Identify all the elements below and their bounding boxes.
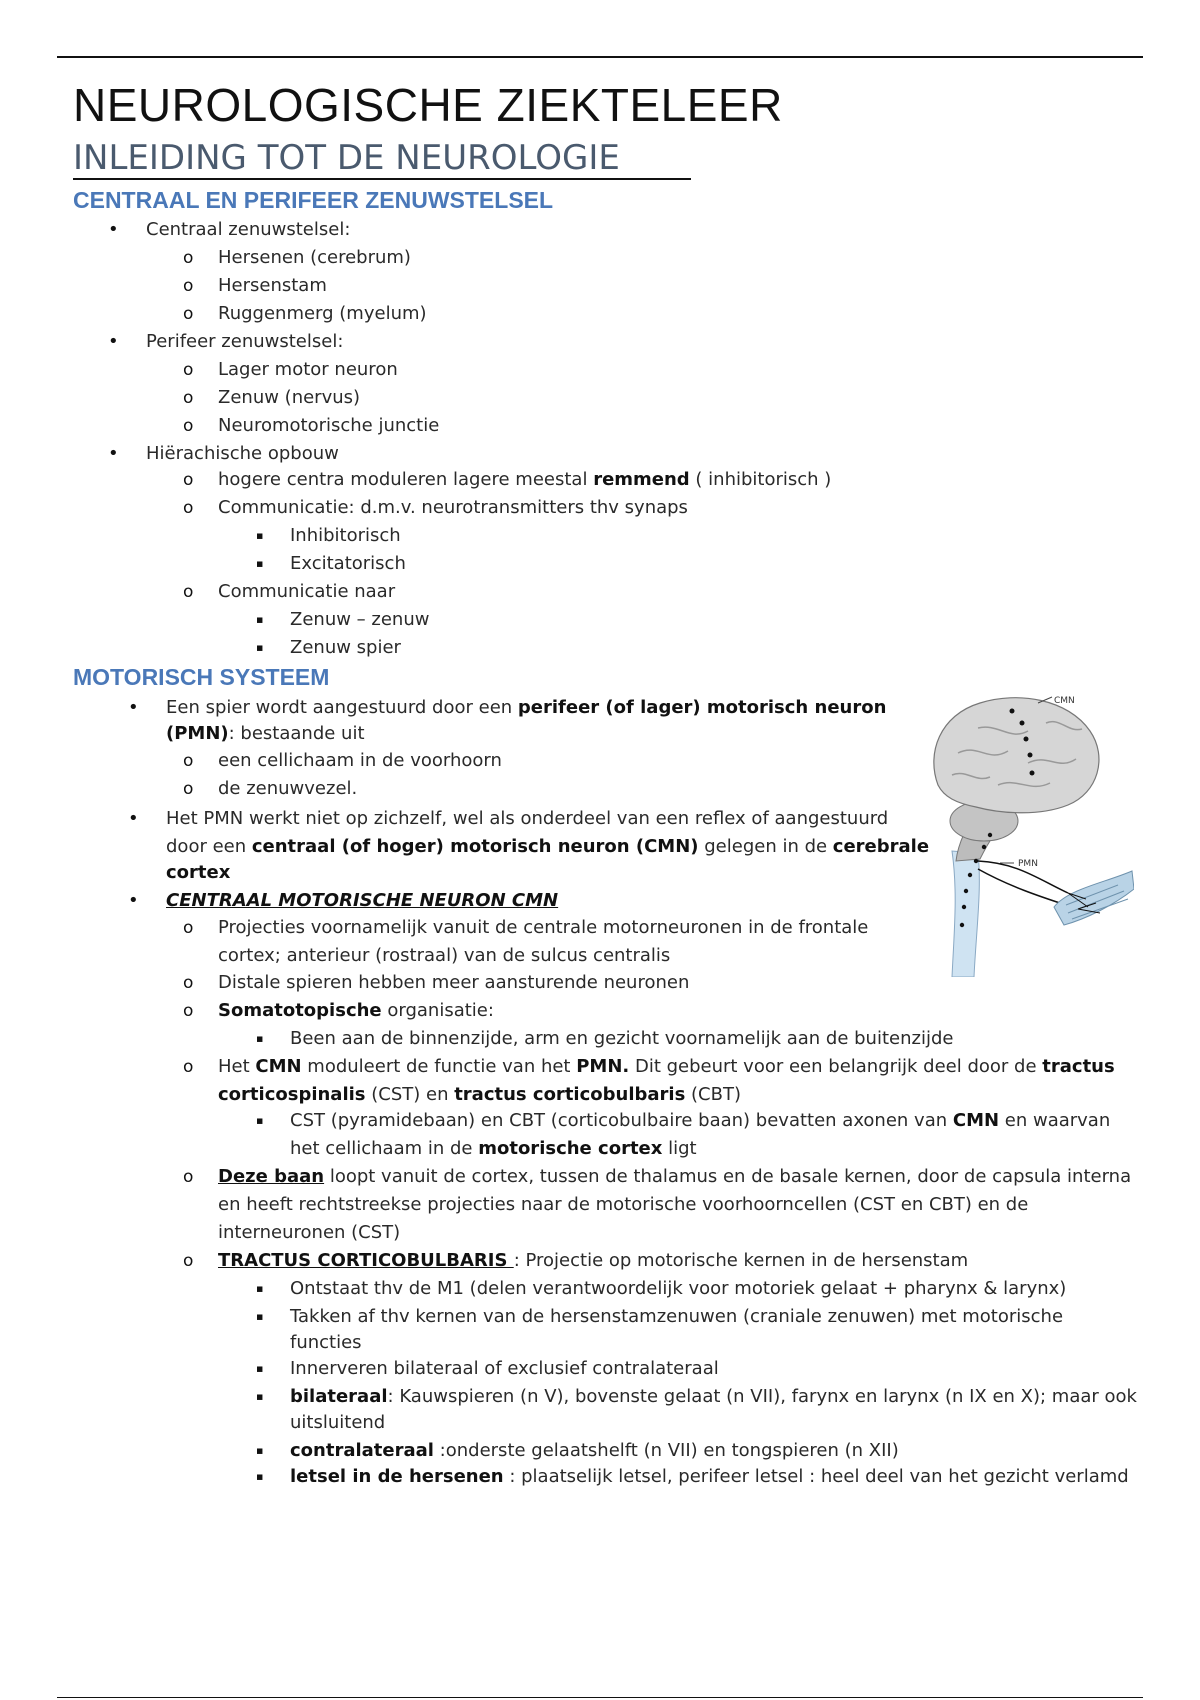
list-item: door een centraal (of hoger) motorisch neuron (CMN) gelegen in de cerebrale — [166, 836, 930, 857]
square-marker: ▪ — [256, 1444, 264, 1457]
document-subtitle: INLEIDING TOT DE NEUROLOGIE — [73, 138, 620, 178]
list-item: Lager motor neuron — [218, 359, 398, 380]
list-item: Neuromotorische junctie — [218, 415, 440, 436]
circle-marker: o — [183, 1001, 194, 1021]
square-marker: ▪ — [256, 1362, 264, 1375]
list-item: Hiërachische opbouw — [146, 443, 339, 464]
figure-label-pmn: PMN — [1018, 859, 1038, 869]
circle-marker: o — [183, 751, 194, 771]
list-item: letsel in de hersenen : plaatselijk letsel, perifeer letsel : heel deel van het gezicht verlamd — [290, 1466, 1129, 1487]
circle-marker: o — [183, 388, 194, 408]
list-item: Been aan de binnenzijde, arm en gezicht voornamelijk aan de buitenzijde — [290, 1028, 954, 1049]
list-item: Zenuw – zenuw — [290, 609, 430, 630]
circle-marker: o — [183, 779, 194, 799]
list-item: corticospinalis (CST) en tractus corticobulbaris (CBT) — [218, 1084, 741, 1105]
list-item: Centraal zenuwstelsel: — [146, 219, 351, 240]
list-item: Hersenstam — [218, 275, 327, 296]
list-item: Somatotopische organisatie: — [218, 1000, 494, 1021]
list-item: hogere centra moduleren lagere meestal remmend ( inhibitorisch ) — [218, 469, 832, 490]
list-item: Ruggenmerg (myelum) — [218, 303, 427, 324]
list-item: Projecties voornamelijk vanuit de centrale motorneuronen in de frontale — [218, 917, 869, 938]
square-marker: ▪ — [256, 1282, 264, 1295]
list-item: cortex — [166, 862, 231, 883]
circle-marker: o — [183, 276, 194, 296]
square-marker: ▪ — [256, 1390, 264, 1403]
section-heading-motorisch: MOTORISCH SYSTEEM — [73, 664, 330, 690]
square-marker: ▪ — [256, 613, 264, 626]
circle-marker: o — [183, 582, 194, 602]
list-item: interneuronen (CST) — [218, 1222, 401, 1243]
list-item: Communicatie naar — [218, 581, 396, 602]
list-item: bilateraal: Kauwspieren (n V), bovenste gelaat (n VII), farynx en larynx (n IX en X); maar ook — [290, 1386, 1137, 1407]
square-marker: ▪ — [256, 1310, 264, 1323]
square-marker: ▪ — [256, 557, 264, 570]
bullet-marker: • — [108, 443, 119, 464]
list-item: Het CMN moduleert de functie van het PMN. Dit gebeurt voor een belangrijk deel door de tractus — [218, 1056, 1115, 1077]
bullet-marker: • — [128, 808, 139, 829]
list-item: Inhibitorisch — [290, 525, 401, 546]
bullet-marker: • — [128, 697, 139, 718]
list-item: het cellichaam in de motorische cortex ligt — [290, 1138, 697, 1159]
document-title: NEUROLOGISCHE ZIEKTELEER — [73, 79, 783, 131]
list-item: cortex; anterieur (rostraal) van de sulcus centralis — [218, 945, 671, 966]
bullet-marker: • — [128, 890, 139, 911]
list-item: Zenuw (nervus) — [218, 387, 361, 408]
circle-marker: o — [183, 360, 194, 380]
circle-marker: o — [183, 470, 194, 490]
square-marker: ▪ — [256, 641, 264, 654]
list-item: Takken af thv kernen van de hersenstamzenuwen (craniale zenuwen) met motorische — [290, 1306, 1064, 1327]
square-marker: ▪ — [256, 1114, 264, 1127]
circle-marker: o — [183, 1167, 194, 1187]
circle-marker: o — [183, 918, 194, 938]
list-item: uitsluitend — [290, 1412, 386, 1433]
list-item: TRACTUS CORTICOBULBARIS : Projectie op motorische kernen in de hersenstam — [218, 1250, 969, 1271]
section-heading-zenuwstelsel: CENTRAAL EN PERIFEER ZENUWSTELSEL — [73, 187, 554, 213]
list-item: CST (pyramidebaan) en CBT (corticobulbaire baan) bevatten axonen van CMN en waarvan — [290, 1110, 1111, 1131]
bullet-marker: • — [108, 219, 119, 240]
circle-marker: o — [183, 1057, 194, 1077]
list-item: en heeft rechtstreekse projecties naar de motorische voorhoorncellen (CST en CBT) en de — [218, 1194, 1029, 1215]
list-item: functies — [290, 1332, 362, 1353]
list-item: Innerveren bilateraal of exclusief contralateraal — [290, 1358, 719, 1379]
list-item: (PMN): bestaande uit — [166, 723, 365, 744]
list-item: contralateraal :onderste gelaatshelft (n VII) en tongspieren (n XII) — [290, 1440, 899, 1461]
list-item: de zenuwvezel. — [218, 778, 358, 799]
square-marker: ▪ — [256, 529, 264, 542]
list-item: Deze baan loopt vanuit de cortex, tussen de thalamus en de basale kernen, door de capsula interna — [218, 1166, 1132, 1187]
square-marker: ▪ — [256, 1470, 264, 1483]
list-item: Hersenen (cerebrum) — [218, 247, 411, 268]
list-item: Communicatie: d.m.v. neurotransmitters thv synaps — [218, 497, 688, 518]
list-item: Het PMN werkt niet op zichzelf, wel als onderdeel van een reflex of aangestuurd — [166, 808, 889, 829]
list-item: Ontstaat thv de M1 (delen verantwoordelijk voor motoriek gelaat + pharynx & larynx) — [290, 1278, 1067, 1299]
list-item: Perifeer zenuwstelsel: — [146, 331, 344, 352]
figure-label-cmn: CMN — [1054, 696, 1075, 706]
subtitle-underline — [73, 178, 691, 180]
circle-marker: o — [183, 248, 194, 268]
list-item: Een spier wordt aangestuurd door een perifeer (of lager) motorisch neuron — [166, 697, 887, 718]
brain-motor-pathway-icon — [918, 693, 1134, 977]
circle-marker: o — [183, 304, 194, 324]
footer-rule — [57, 1697, 1143, 1698]
list-item: een cellichaam in de voorhoorn — [218, 750, 502, 771]
circle-marker: o — [183, 498, 194, 518]
bullet-marker: • — [108, 331, 119, 352]
list-item: Excitatorisch — [290, 553, 406, 574]
list-item: Distale spieren hebben meer aansturende neuronen — [218, 972, 690, 993]
circle-marker: o — [183, 1251, 194, 1271]
circle-marker: o — [183, 416, 194, 436]
circle-marker: o — [183, 973, 194, 993]
list-item: Zenuw spier — [290, 637, 401, 658]
header-rule — [57, 56, 1143, 58]
list-item: CENTRAAL MOTORISCHE NEURON CMN — [166, 890, 559, 911]
square-marker: ▪ — [256, 1032, 264, 1045]
